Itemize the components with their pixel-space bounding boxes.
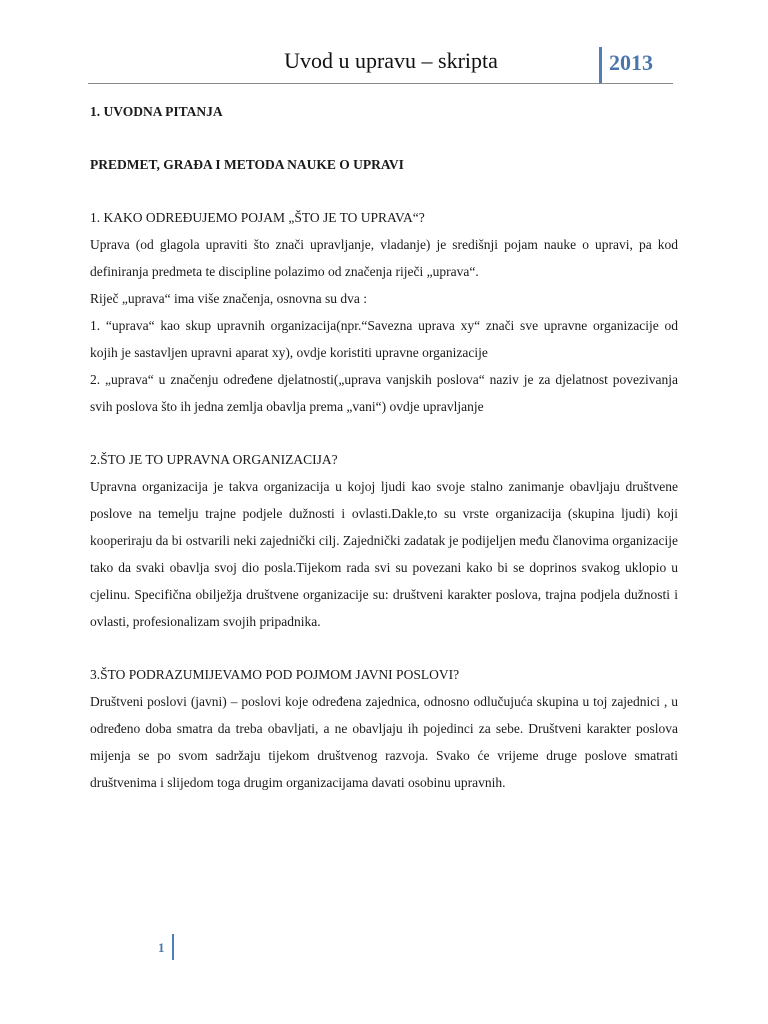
question-1-paragraph-1: Uprava (od glagola upraviti što znači upravljanje, vladanje) je središnji pojam nauke o upravi, pa kod definiranja predmeta te discipline polazimo od značenja riječi „uprava“. bbox=[90, 237, 678, 279]
question-3-title: 3.ŠTO PODRAZUMIJEVAMO POD POJMOM JAVNI POSLOVI? bbox=[90, 667, 460, 682]
document-body bbox=[90, 98, 678, 796]
question-2-title: 2.ŠTO JE TO UPRAVNA ORGANIZACIJA? bbox=[90, 452, 338, 467]
header-title: Uvod u upravu – skripta bbox=[284, 48, 498, 73]
question-1-paragraph-2: Riječ „uprava“ ima više značenja, osnovna su dva : bbox=[90, 291, 368, 306]
question-3-paragraph-1: Društveni poslovi (javni) – poslovi koje određena zajednica, odnosno odlučujuća skupina u toj zajednici , u određeno doba smatra da treba obavljati, a ne obavljaju ih pojedinci za sebe. Društveni karakter poslova mijenja se po svom sadržaju tijekom društvenog razvoja. Svako će vrijeme druge poslove smatrati društvenima i slijedom toga drugim organizacijama davati osobinu upravnih. bbox=[90, 694, 678, 790]
header-vertical-bar bbox=[599, 47, 602, 84]
page-number-bar bbox=[172, 934, 174, 960]
header-year: 2013 bbox=[609, 50, 653, 75]
question-1-paragraph-3: 1. “uprava“ kao skup upravnih organizacija(npr.“Savezna uprava xy“ znači sve upravne organizacije od kojih je sastavljen upravni aparat xy), ovdje koristiti upravne organizacije bbox=[90, 318, 678, 360]
question-1-paragraph-4: 2. „uprava“ u značenju određene djelatnosti(„uprava vanjskih poslova“ naziv je za djelatnost povezivanja svih poslova što ih jedna zemlja obavlja prema „vani“) ovdje upravljanje bbox=[90, 372, 678, 414]
chapter-heading: 1. UVODNA PITANJA bbox=[90, 104, 223, 119]
page-number: 1 bbox=[158, 940, 165, 955]
question-2-paragraph-1: Upravna organizacija je takva organizacija u kojoj ljudi kao svoje stalno zanimanje obavljaju društvene poslove na temelju trajne podjele dužnosti i ovlasti.Dakle,to su vrste organizacija (skupina ljudi) koji kooperiraju da bi ostvarili neki zajednički cilj. Zajednički zadatak je podijeljen među članovima organizacije tako da svaki obavlja svoj dio posla.Tijekom rada svi su povezani kako bi se doprinos svakog uklopio u cjelinu. Specifična obilježja društvene organizacije su: društveni karakter poslova, trajna podjela dužnosti i ovlasti, profesionalizam svojih pripadnika. bbox=[90, 479, 678, 629]
section-subtitle: PREDMET, GRAĐA I METODA NAUKE O UPRAVI bbox=[90, 157, 404, 172]
question-1-title: 1. KAKO ODREĐUJEMO POJAM „ŠTO JE TO UPRAVA“? bbox=[90, 210, 425, 225]
header-rule bbox=[88, 83, 673, 84]
